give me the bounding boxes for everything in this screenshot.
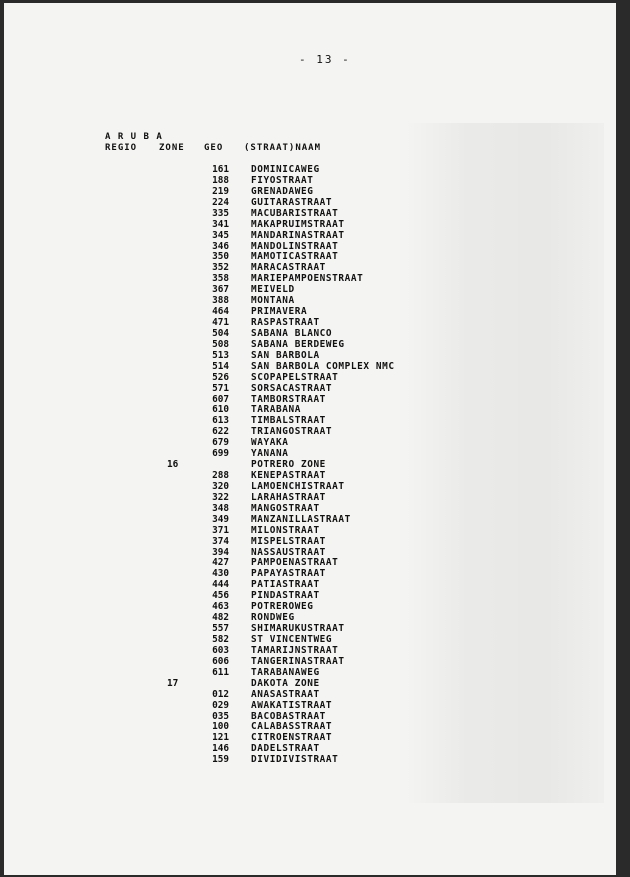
document-page [4,3,616,875]
street-name-cell: DOMINICAWEG [251,164,320,175]
street-name-cell: SAN BARBOLA [251,349,320,361]
table-row [4,295,616,306]
table-row [4,361,616,372]
geo-cell: 607 [212,393,229,405]
geo-cell: 513 [212,349,229,361]
table-row [4,547,616,558]
street-name-cell: POTRERO ZONE [251,459,326,471]
street-name-cell: NASSAUSTRAAT [251,546,326,558]
geo-cell: 582 [212,633,229,645]
zone-cell: 16 [167,459,179,471]
header-name: (STRAAT)NAAM [244,143,322,153]
geo-cell: 224 [212,196,229,208]
table-row [4,645,616,656]
table-row [4,514,616,525]
geo-cell: 367 [212,284,229,296]
table-row [4,175,616,186]
street-name-cell: SABANA BLANCO [251,327,333,339]
street-name-cell: FIYOSTRAAT [251,174,314,186]
table-row [4,273,616,284]
table-row [4,689,616,700]
street-name-cell: MISPELSTRAAT [251,535,326,547]
street-name-cell: TRIANGOSTRAAT [251,426,333,438]
geo-cell: 100 [212,721,229,733]
geo-cell: 471 [212,317,229,329]
table-row [4,721,616,732]
street-name-cell: YANANA [251,448,289,460]
table-row [4,415,616,426]
table-row [4,164,616,175]
table-row [4,754,616,765]
page-number: - 13 - [299,53,351,66]
street-name-cell: MANGOSTRAAT [251,502,320,514]
street-name-cell: PRIMAVERA [251,306,308,318]
geo-cell: 679 [212,437,229,449]
geo-cell: 394 [212,546,229,558]
geo-cell: 699 [212,448,229,460]
table-row [4,230,616,241]
geo-cell: 352 [212,262,229,274]
geo-cell: 482 [212,612,229,624]
table-row [4,557,616,568]
geo-cell: 371 [212,524,229,536]
table-row [4,612,616,623]
table-row [4,481,616,492]
street-name-cell: CALABASSTRAAT [251,721,333,733]
table-row [4,470,616,481]
geo-cell: 611 [212,666,229,678]
header-geo: GEO [204,143,224,153]
street-name-cell: TIMBALSTRAAT [251,415,326,427]
street-name-cell: ST VINCENTWEG [251,633,333,645]
table-row [4,711,616,722]
street-name-cell: MEIVELD [251,284,295,296]
table-row [4,437,616,448]
geo-cell: 610 [212,404,229,416]
street-name-cell: PAPAYASTRAAT [251,568,326,580]
geo-cell: 288 [212,470,229,482]
geo-cell: 464 [212,306,229,318]
table-row [4,732,616,743]
street-name-cell: SAN BARBOLA COMPLEX NMC [251,360,395,372]
geo-cell: 320 [212,480,229,492]
geo-cell: 146 [212,743,229,755]
table-row [4,208,616,219]
street-name-cell: TAMBORSTRAAT [251,393,326,405]
table-row [4,579,616,590]
table-row [4,383,616,394]
geo-cell: 029 [212,699,229,711]
table-row [4,667,616,678]
street-name-cell: MANDARINASTRAAT [251,229,345,241]
street-name-cell: ANASASTRAAT [251,688,320,700]
table-row [4,568,616,579]
geo-cell: 219 [212,185,229,197]
geo-cell: 571 [212,382,229,394]
table-row [4,623,616,634]
street-name-cell: CITROENSTRAAT [251,732,333,744]
table-row [4,656,616,667]
table-row [4,394,616,405]
table-row [4,262,616,273]
street-name-cell: PAMPOENASTRAAT [251,557,339,569]
geo-cell: 622 [212,426,229,438]
geo-cell: 349 [212,513,229,525]
street-name-cell: GRENADAWEG [251,185,314,197]
street-name-cell: PATIASTRAAT [251,579,320,591]
table-row [4,350,616,361]
street-name-cell: LAMOENCHISTRAAT [251,480,345,492]
geo-cell: 341 [212,218,229,230]
geo-cell: 613 [212,415,229,427]
geo-cell: 606 [212,655,229,667]
table-row [4,601,616,612]
street-name-cell: MARIEPAMPOENSTRAAT [251,273,364,285]
geo-cell: 427 [212,557,229,569]
table-row [4,525,616,536]
zone-cell: 17 [167,677,179,689]
street-name-cell: BACOBASTRAAT [251,710,326,722]
street-name-cell: MILONSTRAAT [251,524,320,536]
table-row [4,503,616,514]
table-row [4,328,616,339]
street-name-cell: MONTANA [251,295,295,307]
geo-cell: 348 [212,502,229,514]
geo-cell: 463 [212,601,229,613]
table-row [4,590,616,601]
street-name-cell: MAMOTICASTRAAT [251,251,339,263]
table-row [4,306,616,317]
geo-cell: 035 [212,710,229,722]
geo-cell: 346 [212,240,229,252]
table-row [4,743,616,754]
geo-cell: 430 [212,568,229,580]
table-row [4,448,616,459]
table-row [4,678,616,689]
geo-cell: 012 [212,688,229,700]
street-name-cell: MAKAPRUIMSTRAAT [251,218,345,230]
table-row [4,251,616,262]
street-name-cell: LARAHASTRAAT [251,491,326,503]
table-row [4,339,616,350]
street-name-cell: RONDWEG [251,612,295,624]
street-name-cell: DIVIDIVISTRAAT [251,754,339,766]
table-row [4,317,616,328]
table-row [4,536,616,547]
geo-cell: 388 [212,295,229,307]
geo-cell: 456 [212,590,229,602]
table-row [4,197,616,208]
street-name-cell: RASPASTRAAT [251,317,320,329]
street-name-cell: SHIMARUKUSTRAAT [251,623,345,635]
street-name-cell: KENEPASTRAAT [251,470,326,482]
street-name-cell: MANZANILLASTRAAT [251,513,351,525]
table-row [4,372,616,383]
table-row [4,284,616,295]
geo-cell: 374 [212,535,229,547]
geo-cell: 345 [212,229,229,241]
table-row [4,492,616,503]
street-name-cell: SORSACASTRAAT [251,382,333,394]
geo-cell: 603 [212,644,229,656]
geo-cell: 161 [212,164,229,175]
geo-cell: 335 [212,207,229,219]
geo-cell: 358 [212,273,229,285]
table-row [4,426,616,437]
header-country: A R U B A [105,132,163,142]
street-name-cell: SABANA BERDEWEG [251,338,345,350]
table-row [4,459,616,470]
street-name-cell: DAKOTA ZONE [251,677,320,689]
header-zone: ZONE [159,143,185,153]
geo-cell: 444 [212,579,229,591]
street-name-cell: SCOPAPELSTRAAT [251,371,339,383]
street-name-cell: PINDASTRAAT [251,590,320,602]
geo-cell: 508 [212,338,229,350]
geo-cell: 188 [212,174,229,186]
table-row [4,219,616,230]
street-name-cell: AWAKATISTRAAT [251,699,333,711]
geo-cell: 350 [212,251,229,263]
street-name-cell: TAMARIJNSTRAAT [251,644,339,656]
street-name-cell: TARABANAWEG [251,666,320,678]
table-row [4,404,616,415]
street-name-cell: POTREROWEG [251,601,314,613]
street-name-cell: MANDOLINSTRAAT [251,240,339,252]
street-name-cell: MARACASTRAAT [251,262,326,274]
street-name-cell: TARABANA [251,404,301,416]
table-row [4,241,616,252]
street-name-cell: MACUBARISTRAAT [251,207,339,219]
street-name-cell: TANGERINASTRAAT [251,655,345,667]
header-regio: REGIO [105,143,138,153]
geo-cell: 504 [212,327,229,339]
table-row [4,634,616,645]
table-row [4,700,616,711]
street-name-cell: WAYAKA [251,437,289,449]
geo-cell: 322 [212,491,229,503]
geo-cell: 526 [212,371,229,383]
street-name-cell: GUITARASTRAAT [251,196,333,208]
geo-cell: 121 [212,732,229,744]
geo-cell: 159 [212,754,229,766]
geo-cell: 514 [212,360,229,372]
street-name-cell: DADELSTRAAT [251,743,320,755]
table-row [4,186,616,197]
geo-cell: 557 [212,623,229,635]
